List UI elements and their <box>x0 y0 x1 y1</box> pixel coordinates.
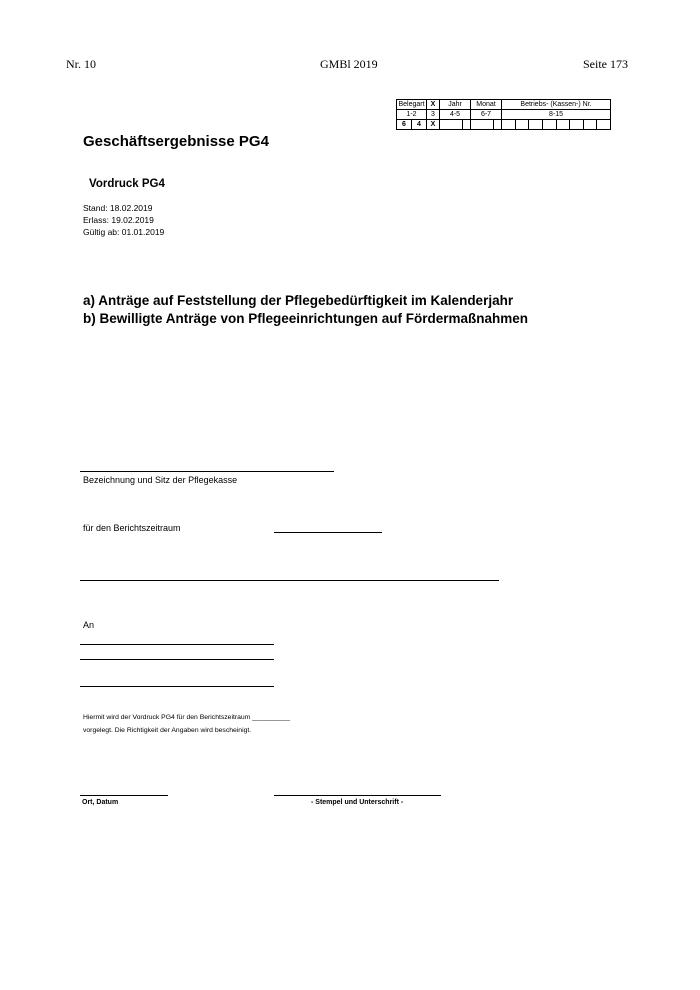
recipient-line-1[interactable] <box>80 644 274 645</box>
berichtszeitraum-label: für den Berichtszeitraum <box>83 523 181 533</box>
code-table-position-row <box>397 110 611 120</box>
berichtszeitraum-line[interactable] <box>274 532 382 533</box>
pos-belegart: 1-2 <box>397 110 427 120</box>
recipient-line-3[interactable] <box>80 686 274 687</box>
header-belegart: Belegart <box>398 101 425 108</box>
code-table-value-row <box>397 120 611 130</box>
header-betriebsnr: Betriebs- (Kassen-) Nr. <box>502 100 611 110</box>
declaration-line-1: Hiermit wird der Vordruck PG4 für den Berichtszeitraum __________ <box>83 714 291 721</box>
pos-betriebsnr: 8-15 <box>502 110 611 120</box>
meta-stand: Stand: 18.02.2019 <box>83 203 153 213</box>
value-belegart-digit-2: 4 <box>417 121 421 128</box>
betriebsnr-box-7[interactable] <box>583 120 597 130</box>
code-table-header-row <box>397 100 611 110</box>
value-belegart-cell <box>397 120 427 130</box>
betriebsnr-box-2[interactable] <box>515 120 529 130</box>
subtitle-b: b) Bewilligte Anträge von Pflegeeinrichtungen auf Fördermaßnahmen <box>83 311 529 326</box>
meta-erlass: Erlass: 19.02.2019 <box>83 215 154 225</box>
jahr-box-1[interactable] <box>448 120 463 129</box>
pos-x: 3 <box>427 110 440 120</box>
betriebsnr-box-5[interactable] <box>556 120 570 130</box>
pflegekasse-line[interactable] <box>80 471 334 472</box>
value-jahr-cell[interactable] <box>440 120 471 130</box>
separator-line <box>80 580 499 581</box>
value-monat-cell[interactable] <box>471 120 502 130</box>
subtitle-a: a) Anträge auf Feststellung der Pflegebedürftigkeit im Kalenderjahr <box>83 293 514 308</box>
recipient-line-2[interactable] <box>80 659 274 660</box>
signature-line[interactable] <box>274 795 441 796</box>
journal-name: GMBl 2019 <box>320 57 378 71</box>
betriebsnr-box-1[interactable] <box>502 120 516 130</box>
betriebsnr-box-3[interactable] <box>529 120 543 130</box>
pflegekasse-label: Bezeichnung und Sitz der Pflegekasse <box>83 475 238 485</box>
page-title: Geschäftsergebnisse PG4 <box>83 133 269 150</box>
form-label: Vordruck PG4 <box>89 178 165 190</box>
betriebsnr-box-4[interactable] <box>542 120 556 130</box>
value-x: X <box>427 120 440 130</box>
ort-datum-line[interactable] <box>80 795 168 796</box>
pos-monat: 6-7 <box>471 110 502 120</box>
header-jahr: Jahr <box>440 100 471 110</box>
value-belegart-digit-1: 6 <box>397 120 412 129</box>
monat-box-1[interactable] <box>479 120 494 129</box>
header-x: X <box>427 100 440 110</box>
recipient-label: An <box>83 620 95 630</box>
signature-label: - Stempel und Unterschrift - <box>311 799 404 806</box>
betriebsnr-box-6[interactable] <box>570 120 584 130</box>
declaration-line-2: vorgelegt. Die Richtigkeit der Angaben wird bescheinigt. <box>83 727 252 734</box>
pos-jahr: 4-5 <box>440 110 471 120</box>
header-monat: Monat <box>471 100 502 110</box>
page-number: Seite 173 <box>583 57 628 71</box>
betriebsnr-box-8[interactable] <box>597 120 611 130</box>
issue-number: Nr. 10 <box>66 57 96 71</box>
meta-gueltig: Gültig ab: 01.01.2019 <box>83 227 165 237</box>
ort-datum-label: Ort, Datum <box>82 799 119 806</box>
code-table <box>396 99 611 130</box>
